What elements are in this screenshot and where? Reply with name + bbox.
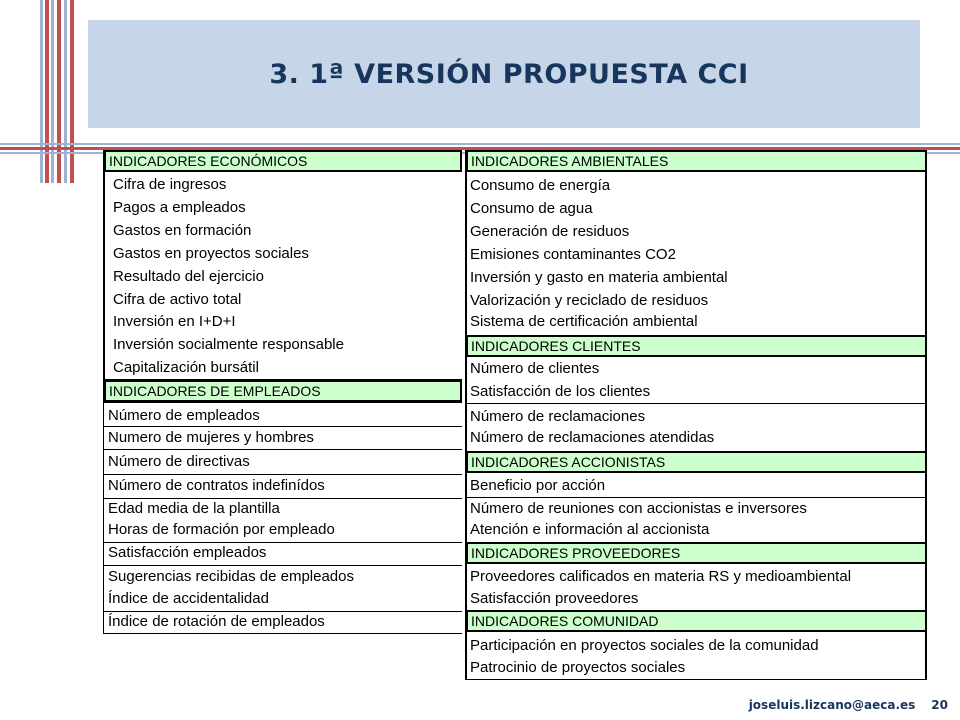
group-empleados [104,402,462,634]
list-item: Horas de formación por empleado [108,521,335,538]
list-item: Número de reclamaciones atendidas [470,429,715,446]
header-empleados: INDICADORES DE EMPLEADOS [104,380,462,402]
list-item: Número de directivas [108,453,250,470]
list-item: Atención e información al accionista [470,521,710,538]
list-item: Inversión socialmente responsable [113,336,344,353]
list-item: Gastos en proyectos sociales [113,245,309,262]
list-item: Número de clientes [470,360,600,377]
list-item: Emisiones contaminantes CO2 [470,246,676,263]
footer [749,698,948,712]
header-economicos: INDICADORES ECONÓMICOS [104,150,462,172]
header-accionistas: INDICADORES ACCIONISTAS [466,451,927,473]
center-border-line [465,150,467,680]
list-item: Número de reclamaciones [470,408,646,425]
left-border-line [103,150,104,634]
list-item: Proveedores calificados en materia RS y medioambiental [470,568,852,585]
list-item: Beneficio por acción [470,477,606,494]
list-item: Satisfacción proveedores [470,590,639,607]
header-comunidad: INDICADORES COMUNIDAD [466,610,927,632]
list-item: Numero de mujeres y hombres [108,429,314,446]
list-item: Pagos a empleados [113,199,246,216]
list-item: Cifra de ingresos [113,176,227,193]
header-proveedores: INDICADORES PROVEEDORES [466,542,927,564]
list-item: Inversión y gasto en materia ambiental [470,269,728,286]
title-banner [88,20,920,128]
list-item: Patrocinio de proyectos sociales [470,659,686,676]
list-item: Consumo de agua [470,200,593,217]
list-item: Número de reuniones con accionistas e inversores [470,500,807,517]
list-item: Edad media de la plantilla [108,500,280,517]
list-item: Inversión en I+D+I [113,313,236,330]
list-item: Valorización y reciclado de residuos [470,292,709,309]
list-item: Resultado del ejercicio [113,268,264,285]
list-item: Participación en proyectos sociales de la comunidad [470,637,819,654]
list-item: Consumo de energía [470,177,611,194]
left-column [104,150,462,680]
list-item: Satisfacción de los clientes [470,383,651,400]
list-item: Número de contratos indefinídos [108,477,325,494]
list-item: Generación de residuos [470,223,630,240]
slide-title: 3. 1ª VERSIÓN PROPUESTA CCI [269,58,749,90]
group-economicos [104,172,462,380]
right-column [466,150,927,680]
list-item: Gastos en formación [113,222,252,239]
list-item: Número de empleados [108,407,260,424]
header-clientes: INDICADORES CLIENTES [466,335,927,357]
list-item: Cifra de activo total [113,291,242,308]
header-ambientales: INDICADORES AMBIENTALES [466,150,927,172]
page-number: 20 [931,698,948,712]
list-item: Capitalización bursátil [113,359,259,376]
list-item: Índice de rotación de empleados [108,613,325,630]
footer-email: joseluis.lizcano@aeca.es [748,698,916,712]
list-item: Satisfacción empleados [108,544,267,561]
list-item: Índice de accidentalidad [108,590,269,607]
list-item: Sugerencias recibidas de empleados [108,568,354,585]
list-item: Sistema de certificación ambiental [470,313,698,330]
